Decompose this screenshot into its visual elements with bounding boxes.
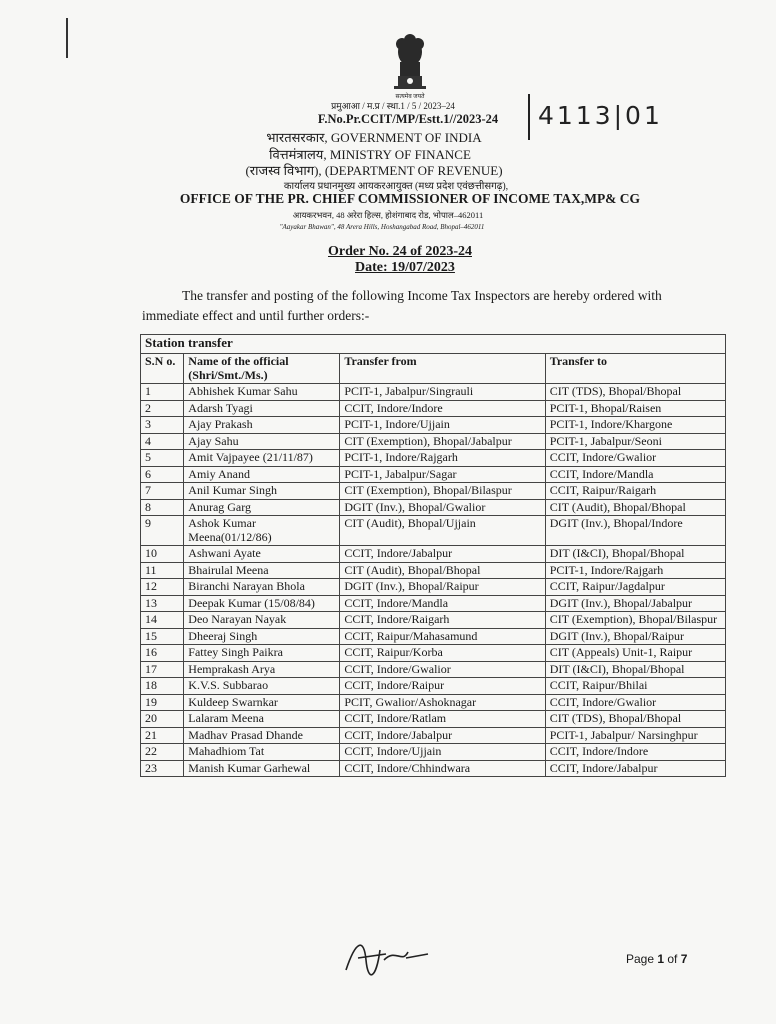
header-sno: S.N o. bbox=[141, 354, 184, 384]
header-to: Transfer to bbox=[545, 354, 725, 384]
national-emblem-icon bbox=[384, 32, 436, 94]
row-name: Adarsh Tyagi bbox=[184, 400, 340, 417]
row-to: DIT (I&CI), Bhopal/Bhopal bbox=[545, 661, 725, 678]
row-name: Ashok Kumar Meena(01/12/86) bbox=[184, 516, 340, 546]
row-sno: 12 bbox=[141, 579, 184, 596]
table-row bbox=[141, 694, 726, 711]
row-to: DGIT (Inv.), Bhopal/Raipur bbox=[545, 628, 725, 645]
row-name: Bhairulal Meena bbox=[184, 562, 340, 579]
row-sno: 14 bbox=[141, 612, 184, 629]
department-line: (राजस्व विभाग), (DEPARTMENT OF REVENUE) bbox=[245, 163, 503, 178]
row-name: Lalaram Meena bbox=[184, 711, 340, 728]
row-from: PCIT, Gwalior/Ashoknagar bbox=[340, 694, 545, 711]
row-from: CIT (Audit), Bhopal/Bhopal bbox=[340, 562, 545, 579]
row-from: DGIT (Inv.), Bhopal/Gwalior bbox=[340, 499, 545, 516]
table-row bbox=[141, 417, 726, 434]
row-from: CCIT, Indore/Raigarh bbox=[340, 612, 545, 629]
row-from: CCIT, Indore/Chhindwara bbox=[340, 760, 545, 777]
row-sno: 11 bbox=[141, 562, 184, 579]
row-to: PCIT-1, Jabalpur/Seoni bbox=[545, 433, 725, 450]
row-name: K.V.S. Subbarao bbox=[184, 678, 340, 695]
table-row bbox=[141, 579, 726, 596]
row-sno: 2 bbox=[141, 400, 184, 417]
table-row bbox=[141, 678, 726, 695]
row-name: Anurag Garg bbox=[184, 499, 340, 516]
header-from: Transfer from bbox=[340, 354, 545, 384]
row-sno: 1 bbox=[141, 384, 184, 401]
row-to: DIT (I&CI), Bhopal/Bhopal bbox=[545, 546, 725, 563]
row-name: Deo Narayan Nayak bbox=[184, 612, 340, 629]
row-to: CCIT, Indore/Gwalior bbox=[545, 694, 725, 711]
table-row bbox=[141, 450, 726, 467]
row-sno: 6 bbox=[141, 466, 184, 483]
row-to: CIT (TDS), Bhopal/Bhopal bbox=[545, 384, 725, 401]
table-row bbox=[141, 744, 726, 761]
row-to: CCIT, Indore/Mandla bbox=[545, 466, 725, 483]
row-name: Abhishek Kumar Sahu bbox=[184, 384, 340, 401]
row-to: CIT (Audit), Bhopal/Bhopal bbox=[545, 499, 725, 516]
row-to: DGIT (Inv.), Bhopal/Jabalpur bbox=[545, 595, 725, 612]
row-from: PCIT-1, Indore/Ujjain bbox=[340, 417, 545, 434]
file-number: F.No.Pr.CCIT/MP/Estt.1//2023-24 bbox=[317, 112, 499, 126]
row-from: PCIT-1, Indore/Rajgarh bbox=[340, 450, 545, 467]
office-title: OFFICE OF THE PR. CHIEF COMMISSIONER OF INCOME TAX,MP& CG bbox=[179, 191, 641, 206]
ministry-line: वित्तमंत्रालय, MINISTRY OF FINANCE bbox=[269, 147, 471, 162]
table-row bbox=[141, 711, 726, 728]
table-row bbox=[141, 760, 726, 777]
transfer-table bbox=[140, 334, 726, 777]
row-name: Ajay Sahu bbox=[184, 433, 340, 450]
row-to: PCIT-1, Bhopal/Raisen bbox=[545, 400, 725, 417]
table-row bbox=[141, 628, 726, 645]
table-header-row bbox=[141, 354, 726, 384]
row-name: Ashwani Ayate bbox=[184, 546, 340, 563]
section-title: Station transfer bbox=[141, 335, 726, 354]
row-to: CCIT, Raipur/Jagdalpur bbox=[545, 579, 725, 596]
row-sno: 10 bbox=[141, 546, 184, 563]
row-to: CIT (TDS), Bhopal/Bhopal bbox=[545, 711, 725, 728]
row-name: Biranchi Narayan Bhola bbox=[184, 579, 340, 596]
row-sno: 21 bbox=[141, 727, 184, 744]
table-row bbox=[141, 727, 726, 744]
row-from: CCIT, Indore/Jabalpur bbox=[340, 727, 545, 744]
order-paragraph: The transfer and posting of the following Income Tax Inspectors are hereby ordered with immediate effect and until further orders:- bbox=[142, 288, 662, 323]
row-from: CCIT, Indore/Ratlam bbox=[340, 711, 545, 728]
row-from: CIT (Audit), Bhopal/Ujjain bbox=[340, 516, 545, 546]
row-from: PCIT-1, Jabalpur/Singrauli bbox=[340, 384, 545, 401]
row-sno: 4 bbox=[141, 433, 184, 450]
row-from: CIT (Exemption), Bhopal/Bilaspur bbox=[340, 483, 545, 500]
row-name: Manish Kumar Garhewal bbox=[184, 760, 340, 777]
row-name: Kuldeep Swarnkar bbox=[184, 694, 340, 711]
row-name: Madhav Prasad Dhande bbox=[184, 727, 340, 744]
row-name: Dheeraj Singh bbox=[184, 628, 340, 645]
row-sno: 5 bbox=[141, 450, 184, 467]
row-from: CCIT, Raipur/Mahasamund bbox=[340, 628, 545, 645]
row-from: PCIT-1, Jabalpur/Sagar bbox=[340, 466, 545, 483]
row-sno: 8 bbox=[141, 499, 184, 516]
row-to: PCIT-1, Indore/Rajgarh bbox=[545, 562, 725, 579]
row-to: CCIT, Indore/Indore bbox=[545, 744, 725, 761]
row-from: CCIT, Indore/Raipur bbox=[340, 678, 545, 695]
row-to: DGIT (Inv.), Bhopal/Indore bbox=[545, 516, 725, 546]
table-row bbox=[141, 499, 726, 516]
row-to: CIT (Appeals) Unit-1, Raipur bbox=[545, 645, 725, 662]
row-to: CCIT, Raipur/Bhilai bbox=[545, 678, 725, 695]
row-sno: 19 bbox=[141, 694, 184, 711]
row-name: Hemprakash Arya bbox=[184, 661, 340, 678]
row-from: CCIT, Indore/Jabalpur bbox=[340, 546, 545, 563]
row-sno: 7 bbox=[141, 483, 184, 500]
row-from: DGIT (Inv.), Bhopal/Raipur bbox=[340, 579, 545, 596]
row-sno: 13 bbox=[141, 595, 184, 612]
row-from: CIT (Exemption), Bhopal/Jabalpur bbox=[340, 433, 545, 450]
emblem-caption: सत्यमेव जयते bbox=[395, 94, 425, 100]
margin-mark bbox=[66, 18, 68, 58]
row-sno: 20 bbox=[141, 711, 184, 728]
row-sno: 18 bbox=[141, 678, 184, 695]
signature bbox=[336, 930, 436, 982]
row-sno: 23 bbox=[141, 760, 184, 777]
table-row bbox=[141, 433, 726, 450]
table-row bbox=[141, 562, 726, 579]
government-line: भारतसरकार, GOVERNMENT OF INDIA bbox=[266, 130, 482, 145]
row-name: Mahadhiom Tat bbox=[184, 744, 340, 761]
row-to: CCIT, Raipur/Raigarh bbox=[545, 483, 725, 500]
row-name: Amiy Anand bbox=[184, 466, 340, 483]
row-to: PCIT-1, Indore/Khargone bbox=[545, 417, 725, 434]
row-from: CCIT, Indore/Gwalior bbox=[340, 661, 545, 678]
row-name: Fattey Singh Paikra bbox=[184, 645, 340, 662]
header-name: Name of the official (Shri/Smt./Ms.) bbox=[184, 354, 340, 384]
table-row bbox=[141, 645, 726, 662]
row-name: Anil Kumar Singh bbox=[184, 483, 340, 500]
row-to: PCIT-1, Jabalpur/ Narsinghpur bbox=[545, 727, 725, 744]
row-sno: 15 bbox=[141, 628, 184, 645]
order-date: Date: 19/07/2023 bbox=[355, 260, 455, 275]
page-number: Page 1 of 7 bbox=[626, 952, 688, 966]
table-row bbox=[141, 483, 726, 500]
row-sno: 9 bbox=[141, 516, 184, 546]
table-row bbox=[141, 661, 726, 678]
hindi-address: आयकरभवन, 48 अरेरा हिल्स, होशंगाबाद रोड, भोपाल–462011 bbox=[292, 210, 484, 220]
row-to: CCIT, Indore/Gwalior bbox=[545, 450, 725, 467]
table-row bbox=[141, 384, 726, 401]
order-number: Order No. 24 of 2023-24 bbox=[328, 244, 472, 259]
row-to: CIT (Exemption), Bhopal/Bilaspur bbox=[545, 612, 725, 629]
row-name: Ajay Prakash bbox=[184, 417, 340, 434]
handwritten-number: 4113|01 bbox=[528, 94, 663, 140]
row-from: CCIT, Raipur/Korba bbox=[340, 645, 545, 662]
row-from: CCIT, Indore/Indore bbox=[340, 400, 545, 417]
table-row bbox=[141, 400, 726, 417]
address: "Aayakar Bhawan", 48 Arera Hills, Hoshangabad Road, Bhopal–462011 bbox=[279, 223, 485, 231]
row-from: CCIT, Indore/Mandla bbox=[340, 595, 545, 612]
table-row bbox=[141, 466, 726, 483]
hindi-file-number: प्रमुआआ / म.प्र / स्था.1 / 5 / 2023–24 bbox=[331, 101, 455, 111]
row-sno: 17 bbox=[141, 661, 184, 678]
row-from: CCIT, Indore/Ujjain bbox=[340, 744, 545, 761]
table-row bbox=[141, 612, 726, 629]
table-row bbox=[141, 516, 726, 546]
row-to: CCIT, Indore/Jabalpur bbox=[545, 760, 725, 777]
hindi-office-line: कार्यालय प्रधानमुख्य आयकरआयुक्त (मध्य प्रदेश एवंछत्तीसगढ़), bbox=[283, 181, 509, 192]
row-sno: 22 bbox=[141, 744, 184, 761]
row-name: Amit Vajpayee (21/11/87) bbox=[184, 450, 340, 467]
row-name: Deepak Kumar (15/08/84) bbox=[184, 595, 340, 612]
row-sno: 3 bbox=[141, 417, 184, 434]
row-sno: 16 bbox=[141, 645, 184, 662]
table-row bbox=[141, 595, 726, 612]
table-row bbox=[141, 546, 726, 563]
